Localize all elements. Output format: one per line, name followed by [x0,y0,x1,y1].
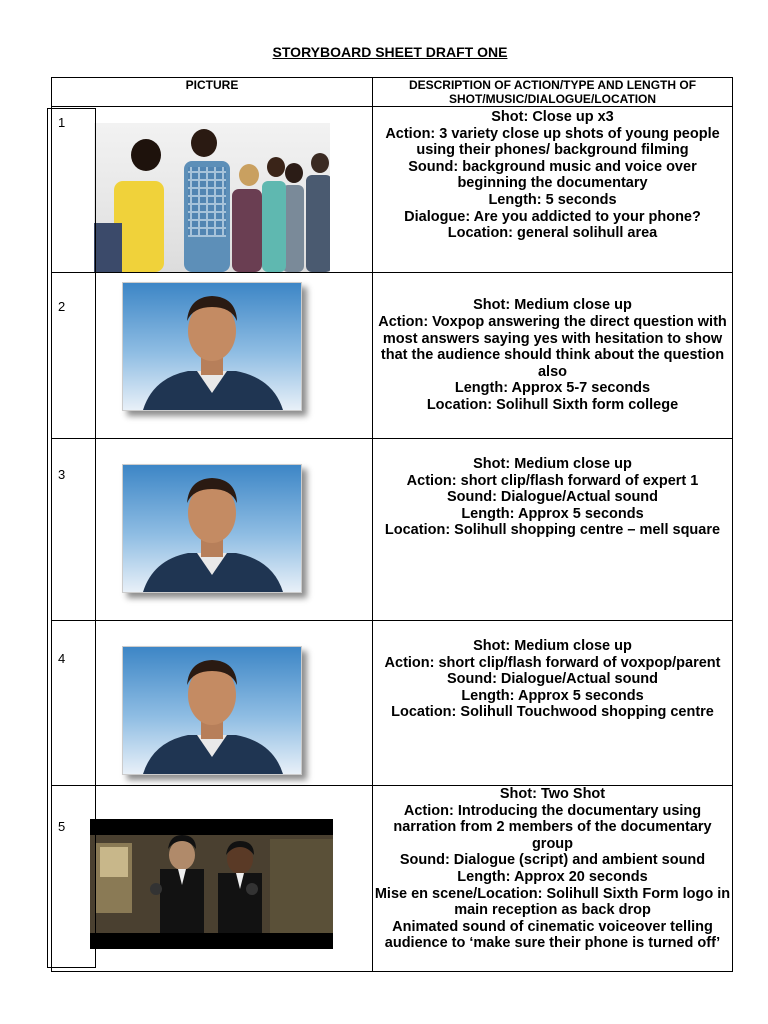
description-line: Location: Solihull Sixth form college [426,396,679,413]
description-line: Shot: Medium close up [473,297,632,314]
description-line: Length: 5 seconds [488,191,617,208]
picture-header: PICTURE [52,78,373,107]
storyboard-table [51,77,733,972]
picture-cell [52,107,373,273]
page-title: STORYBOARD SHEET DRAFT ONE [272,44,508,60]
description-line: Sound: Dialogue (script) and ambient sound [399,852,706,869]
description-line: Action: short clip/flash forward of voxpop/parent [384,654,721,671]
description-line: Animated sound of cinematic voiceover telling audience to ‘make sure their phone is turned off’ [384,918,721,952]
man-portrait-photo [122,646,302,775]
picture-cell [52,621,373,786]
table-row [52,273,733,439]
description-line: Location: general solihull area [447,225,658,242]
description-cell [373,439,733,621]
description-line: Dialogue: Are you addicted to your phone? [404,208,701,225]
two-men-film-still [90,819,333,949]
header-row [52,78,733,107]
description-line: Action: short clip/flash forward of expert 1 [406,472,699,489]
description-header: DESCRIPTION OF ACTION/TYPE AND LENGTH OF SHOT/MUSIC/DIALOGUE/LOCATION [373,78,733,107]
description-line: Shot: Medium close up [473,456,632,472]
picture-cell [52,439,373,621]
table-row [52,786,733,972]
description-line: Length: Approx 5-7 seconds [454,380,651,397]
row-number: 4 [58,651,66,666]
description-line: Location: Solihull shopping centre – mell square [384,522,721,539]
table-row [52,439,733,621]
row-number: 1 [58,115,66,130]
description-cell [373,786,733,972]
table-row [52,621,733,786]
description-cell [373,107,733,273]
description-line: Length: Approx 5 seconds [461,505,644,522]
description-line: Mise en scene/Location: Solihull Sixth Form logo in main reception as back drop [374,885,731,919]
description-line: Action: Introducing the documentary using narration from 2 members of the documentary group [393,802,712,852]
man-portrait-photo [122,282,302,411]
description-line: Location: Solihull Touchwood shopping centre [391,704,714,721]
description-line: Sound: Dialogue/Actual sound [446,671,659,688]
description-cell [373,621,733,786]
row-number: 2 [58,299,66,314]
description-line: Sound: background music and voice over beginning the documentary [408,158,697,192]
description-line: Shot: Two Shot [499,786,606,802]
description-line: Action: Voxpop answering the direct question with most answers saying yes with hesitation to show that the audience should think about the question also [378,314,727,380]
description-cell [373,273,733,439]
description-line: Action: 3 variety close up shots of young people using their phones/ background filming [385,125,720,159]
row-number: 3 [58,467,66,482]
table-row [52,107,733,273]
picture-cell [52,786,373,972]
description-line: Shot: Close up x3 [491,109,614,125]
man-portrait-photo [122,464,302,593]
description-line: Length: Approx 5 seconds [461,687,644,704]
picture-cell [52,273,373,439]
description-line: Length: Approx 20 seconds [457,868,648,885]
description-line: Sound: Dialogue/Actual sound [446,489,659,506]
row-number: 5 [58,819,66,834]
group-using-phones-photo [94,123,330,272]
description-line: Shot: Medium close up [473,638,632,654]
